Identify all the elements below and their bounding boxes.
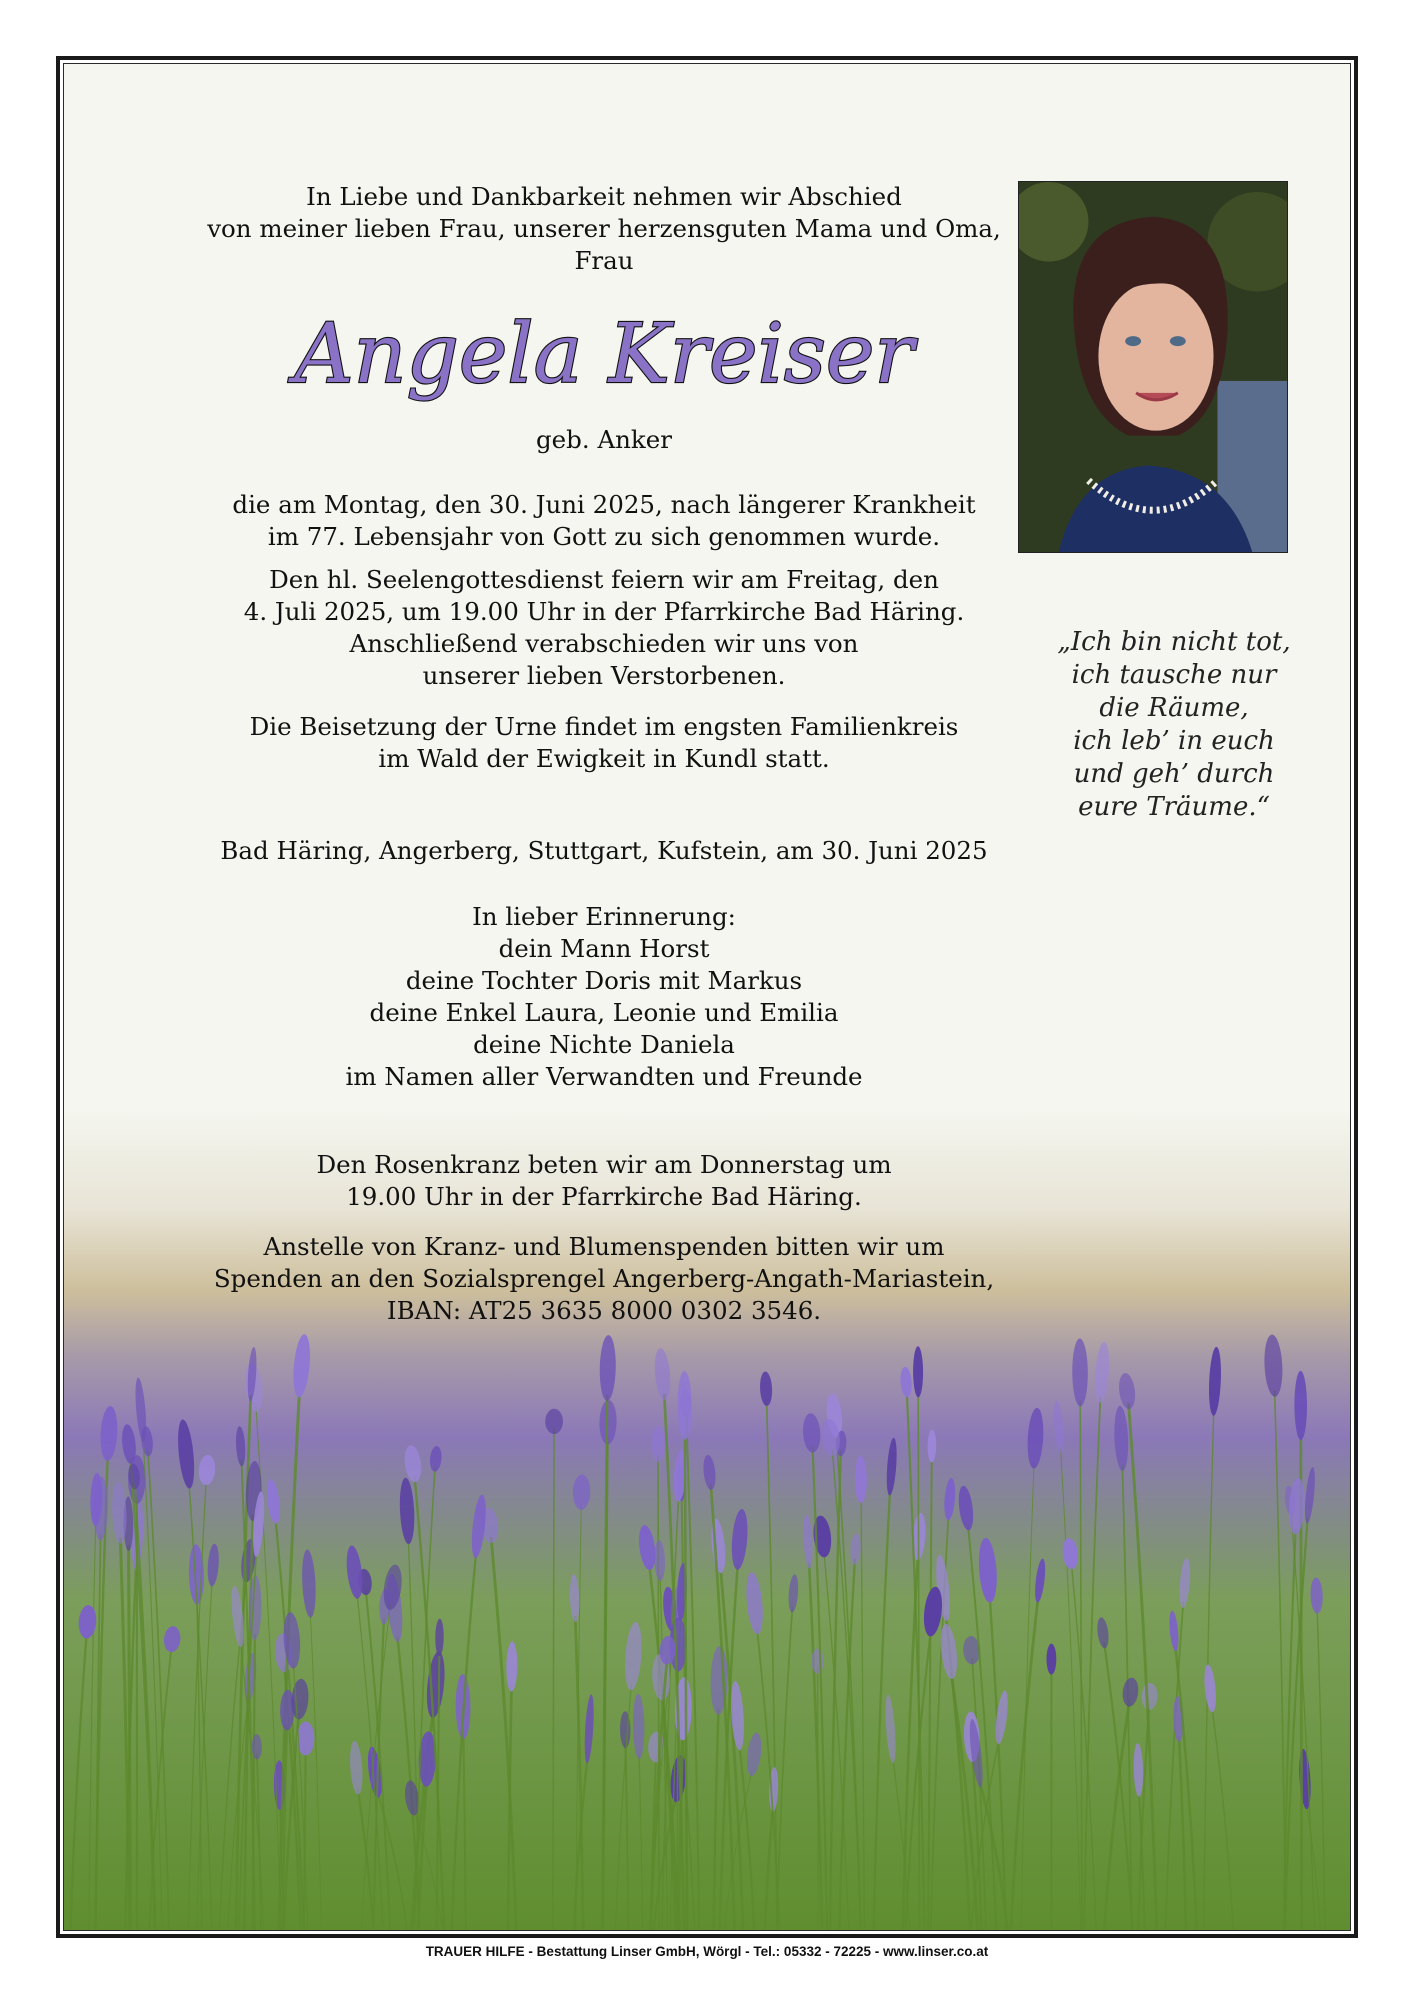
intro-line: Frau [574,246,634,275]
donation-line: IBAN: AT25 3635 8000 0302 3546. [386,1296,822,1325]
intro-text [134,181,1074,277]
funeral-home-footer: TRAUER HILFE - Bestattung Linser GmbH, Wörgl - Tel.: 05332 - 72225 - www.linser.co.at [425,1944,989,1959]
quote-line: die Räume, [1099,693,1249,723]
mass-line: Den hl. Seelengottesdienst feiern wir am Freitag, den [269,565,939,594]
quote-line: eure Träume.“ [1078,792,1270,822]
quote-line: „Ich bin nicht tot, [1057,627,1291,657]
mourner-item: deine Enkel Laura, Leonie und Emilia [369,998,839,1027]
memory-heading: In lieber Erinnerung: [472,902,736,931]
rosary-notice [134,1149,1074,1213]
mass-line: Anschließend verabschieden wir uns von [349,629,859,658]
mourner-item: dein Mann Horst [498,934,710,963]
quote-line: ich tausche nur [1071,660,1277,690]
deceased-name [134,307,1074,414]
intro-line: In Liebe und Dankbarkeit nehmen wir Abschied [306,182,902,211]
rosary-line: Den Rosenkranz beten wir am Donnerstag um [316,1150,892,1179]
burial-line: im Wald der Ewigkeit in Kundl statt. [378,744,830,773]
obituary-card [63,63,1351,1931]
mourners-list [134,901,1074,1093]
maiden-name [134,424,1074,456]
mourner-item: im Namen aller Verwandten und Freunde [345,1062,863,1091]
maiden-name-text: geb. Anker [536,425,672,454]
death-notice [134,489,1074,553]
intro-line: von meiner lieben Frau, unserer herzensguten Mama und Oma, [207,214,1001,243]
portrait-photo [1018,181,1288,553]
donation-line: Spenden an den Sozialsprengel Angerberg-Angath-Mariastein, [213,1264,995,1293]
place-date [134,835,1074,867]
mourner-item: deine Tochter Doris mit Markus [405,966,803,995]
death-line: die am Montag, den 30. Juni 2025, nach längerer Krankheit [232,490,976,519]
burial-notice [134,711,1074,775]
deceased-name-text: Angela Kreiser [294,307,914,402]
quote-line: ich leb’ in euch [1073,726,1275,756]
quote-line: und geh’ durch [1073,759,1275,789]
donation-notice [134,1231,1074,1327]
mass-notice [134,564,1074,692]
donation-line: Anstelle von Kranz- und Blumenspenden bitten wir um [263,1232,945,1261]
memorial-quote [1024,626,1324,824]
burial-line: Die Beisetzung der Urne findet im engsten Familienkreis [249,712,959,741]
mourner-item: deine Nichte Daniela [473,1030,735,1059]
place-date-text: Bad Häring, Angerberg, Stuttgart, Kufstein, am 30. Juni 2025 [220,836,988,865]
death-line: im 77. Lebensjahr von Gott zu sich genommen wurde. [267,522,941,551]
mass-line: 4. Juli 2025, um 19.00 Uhr in der Pfarrkirche Bad Häring. [243,597,965,626]
rosary-line: 19.00 Uhr in der Pfarrkirche Bad Häring. [346,1182,862,1211]
mass-line: unserer lieben Verstorbenen. [422,661,786,690]
